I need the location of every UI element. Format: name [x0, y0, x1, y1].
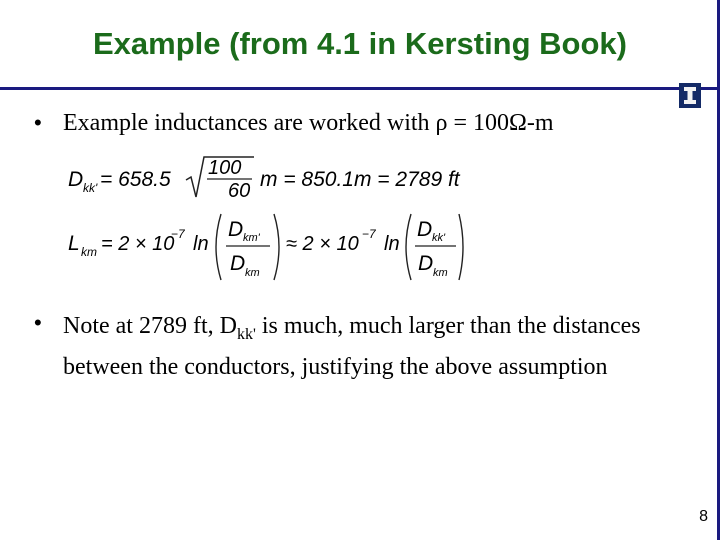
- eq1-frac-num: 100: [208, 157, 242, 179]
- university-logo-icon: [679, 83, 701, 108]
- eq1-lhs: D: [68, 168, 84, 191]
- title-bar: [0, 0, 720, 90]
- equation-dkk: [68, 152, 468, 202]
- eq2-den2: D: [418, 252, 434, 275]
- eq2-den2-sub: km: [433, 267, 448, 279]
- bullet-dot: •: [34, 110, 42, 135]
- eq2-exp2: −7: [362, 227, 376, 241]
- eq1-rest: m = 850.1m = 2789 ft: [260, 168, 460, 191]
- block-i-icon: [683, 86, 697, 105]
- eq1-coef: = 658.5: [100, 168, 171, 191]
- bullet-dot: •: [34, 310, 42, 335]
- bullet-item-1: [0, 110, 680, 150]
- eq2-num1-sub: km': [243, 232, 260, 244]
- bullet-text-2: [63, 310, 683, 384]
- eq2-ln2: ln: [384, 233, 400, 255]
- bullet-text-2-subscript: kk': [236, 326, 256, 343]
- page-number: 8: [699, 508, 708, 525]
- equation-lkm-svg: [68, 208, 468, 286]
- bullet-text-1-part-b: = 100Ω-m: [447, 110, 554, 136]
- eq2-ln1: ln: [193, 233, 209, 255]
- bullet-text-2-part-b: is much, much larger than the distances between the conductors, justifying the above assumption: [63, 313, 641, 380]
- bullet-text-2-part-a: Note at 2789 ft, D: [63, 313, 237, 339]
- rho-symbol: ρ: [435, 110, 448, 136]
- eq2-lhs: L: [68, 232, 80, 255]
- eq2-num2-sub: kk': [432, 232, 446, 244]
- eq2-exp1: −7: [171, 227, 185, 241]
- eq2-lhs-sub: km: [81, 245, 97, 259]
- eq2-coef1: = 2 × 10: [101, 233, 175, 255]
- slide-title: Example (from 4.1 in Kersting Book): [93, 26, 627, 61]
- eq2-num1: D: [228, 218, 244, 241]
- paren-right-1: [274, 214, 279, 280]
- eq2-den1-sub: km: [245, 267, 260, 279]
- equation-dkk-svg: [68, 152, 468, 202]
- eq2-num2: D: [417, 218, 433, 241]
- eq2-den1: D: [230, 252, 246, 275]
- bullet-item-2: [0, 310, 680, 410]
- bullet-text-1-part-a: Example inductances are worked with: [63, 110, 436, 136]
- bullet-text-1: [63, 110, 554, 137]
- eq1-frac-den: 60: [228, 180, 251, 202]
- eq2-approx: ≈ 2 × 10: [286, 233, 359, 255]
- equation-lkm: [68, 208, 468, 286]
- paren-right-2: [459, 214, 463, 280]
- paren-left-1: [216, 214, 221, 280]
- paren-left-2: [406, 214, 411, 280]
- eq1-lhs-sub: kk': [83, 181, 98, 195]
